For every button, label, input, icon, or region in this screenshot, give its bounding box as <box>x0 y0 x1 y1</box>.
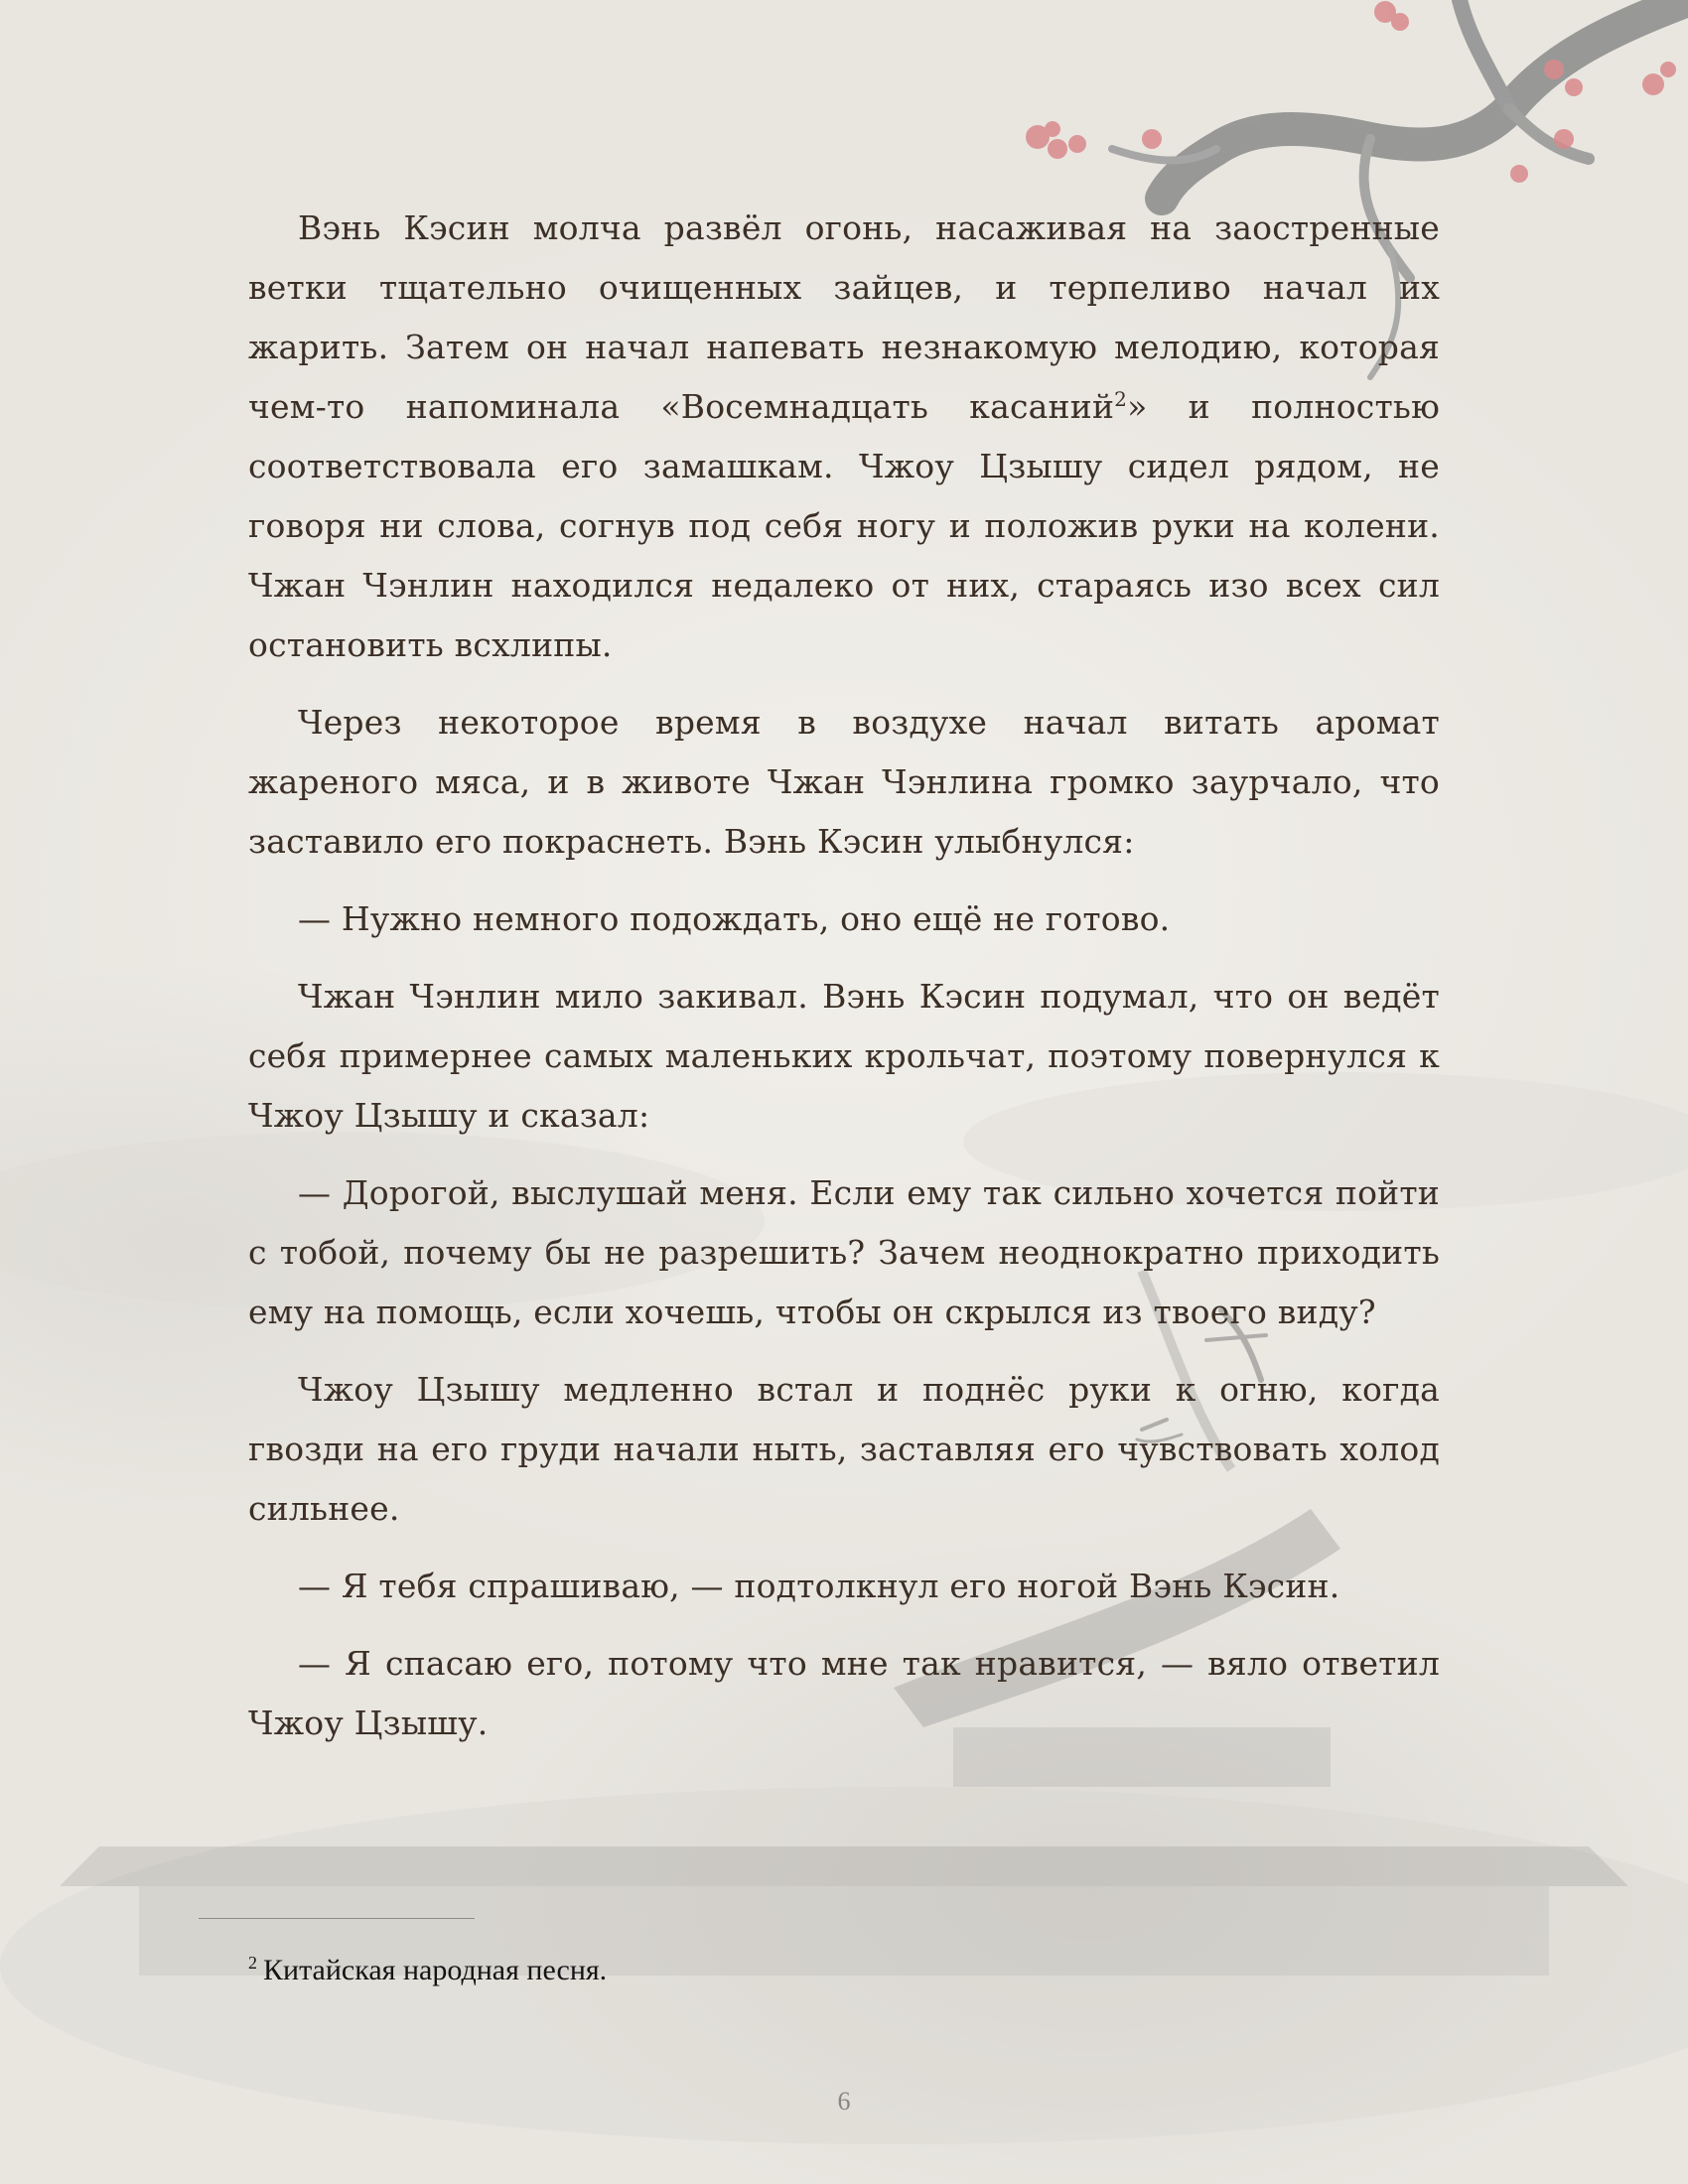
paragraph-7: — Я тебя спрашиваю, — подтолкнул его ногой Вэнь Кэсин. <box>298 1567 1340 1605</box>
footnote <box>248 1954 607 1987</box>
paragraph-1: Вэнь Кэсин молча развёл огонь, насаживая на заостренные ветки тщательно очищенных зайцев, и терпеливо начал их жарить. Затем он начал напевать незнакомую мелодию, которая чем-то напоминала «Восемнадцать касаний$^2$» и полностью соответствовала его замашкам. Чжоу Цзышу сидел рядом, не говоря ни слова, согнув под себя ногу и положив руки на колени. Чжан Чэнлин находился недалеко от них, стараясь изо всех сил остановить всхлипы. <box>248 208 1440 664</box>
footnote-divider <box>199 1918 475 1919</box>
paragraph-4: Чжан Чэнлин мило закивал. Вэнь Кэсин подумал, что он ведёт себя примернее самых маленьких крольчат, поэтому повернулся к Чжоу Цзышу и сказал: <box>248 977 1440 1135</box>
footnote-number: 2 <box>248 1953 257 1973</box>
page-number: 6 <box>837 2087 851 2116</box>
paragraph-6: Чжоу Цзышу медленно встал и поднёс руки к огню, когда гвозди на его груди начали ныть, заставляя его чувствовать холод сильнее. <box>248 1370 1440 1528</box>
paragraph-3: — Нужно немного подождать, оно ещё не готово. <box>298 899 1171 938</box>
body-text <box>248 199 1440 1771</box>
footnote-reference[interactable]: 2 <box>1114 387 1128 411</box>
paragraph-5: — Дорогой, выслушай меня. Если ему так сильно хочется пойти с тобой, почему бы не разрешить? Зачем неоднократно приходить ему на помощь, если хочешь, чтобы он скрылся из твоего виду? <box>248 1173 1440 1331</box>
paragraph-2: Через некоторое время в воздухе начал витать аромат жареного мяса, и в животе Чжан Чэнлина громко заурчало, что заставило его покраснеть. Вэнь Кэсин улыбнулся: <box>248 703 1440 861</box>
paragraph-8: — Я спасаю его, потому что мне так нравится, — вяло ответил Чжоу Цзышу. <box>248 1644 1440 1742</box>
footnote-text: Китайская народная песня. <box>263 1954 608 1986</box>
